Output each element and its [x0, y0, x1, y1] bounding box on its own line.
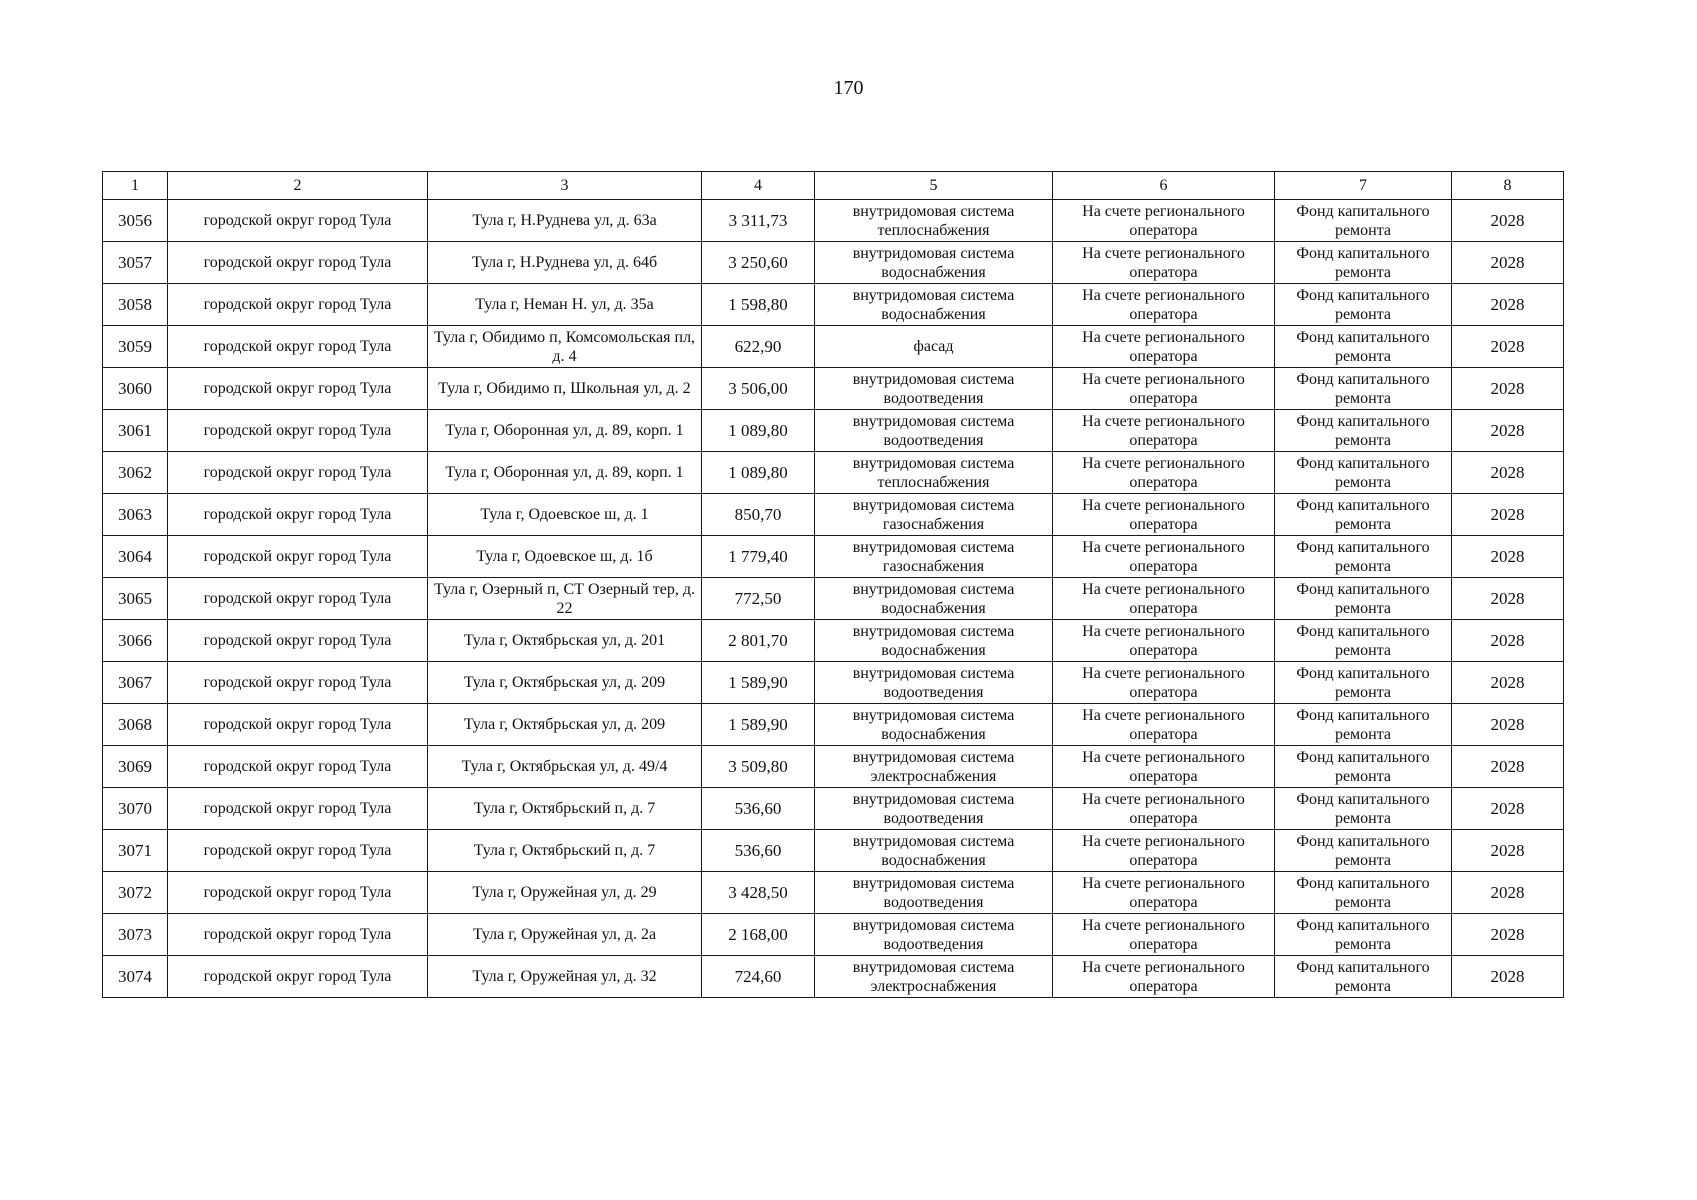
table-row [103, 410, 1564, 452]
cell-work-type: внутридомовая система водоснабжения [815, 620, 1053, 662]
header-cell-8: 8 [1452, 172, 1564, 200]
header-cell-3: 3 [428, 172, 702, 200]
cell-fund-method: На счете регионального оператора [1053, 620, 1275, 662]
cell-fund-method: На счете регионального оператора [1053, 746, 1275, 788]
cell-area: 536,60 [702, 788, 815, 830]
cell-id: 3073 [103, 914, 168, 956]
cell-address: Тула г, Оружейная ул, д. 2а [428, 914, 702, 956]
cell-area: 3 428,50 [702, 872, 815, 914]
cell-funding-source: Фонд капитального ремонта [1275, 788, 1452, 830]
cell-year: 2028 [1452, 662, 1564, 704]
cell-funding-source: Фонд капитального ремонта [1275, 872, 1452, 914]
cell-fund-method: На счете регионального оператора [1053, 914, 1275, 956]
cell-municipality: городской округ город Тула [168, 410, 428, 452]
cell-funding-source: Фонд капитального ремонта [1275, 326, 1452, 368]
cell-id: 3058 [103, 284, 168, 326]
cell-funding-source: Фонд капитального ремонта [1275, 242, 1452, 284]
cell-municipality: городской округ город Тула [168, 620, 428, 662]
cell-id: 3056 [103, 200, 168, 242]
cell-id: 3059 [103, 326, 168, 368]
cell-fund-method: На счете регионального оператора [1053, 452, 1275, 494]
header-row [103, 172, 1564, 200]
cell-year: 2028 [1452, 536, 1564, 578]
cell-fund-method: На счете регионального оператора [1053, 494, 1275, 536]
cell-area: 2 801,70 [702, 620, 815, 662]
cell-address: Тула г, Одоевское ш, д. 1б [428, 536, 702, 578]
cell-work-type: внутридомовая система теплоснабжения [815, 452, 1053, 494]
cell-funding-source: Фонд капитального ремонта [1275, 662, 1452, 704]
cell-fund-method: На счете регионального оператора [1053, 410, 1275, 452]
cell-address: Тула г, Неман Н. ул, д. 35а [428, 284, 702, 326]
cell-work-type: внутридомовая система водоснабжения [815, 830, 1053, 872]
cell-work-type: внутридомовая система водоотведения [815, 788, 1053, 830]
cell-area: 1 089,80 [702, 410, 815, 452]
cell-area: 2 168,00 [702, 914, 815, 956]
cell-work-type: внутридомовая система водоотведения [815, 410, 1053, 452]
cell-municipality: городской округ город Тула [168, 578, 428, 620]
cell-year: 2028 [1452, 956, 1564, 998]
cell-work-type: внутридомовая система газоснабжения [815, 536, 1053, 578]
cell-id: 3074 [103, 956, 168, 998]
page-number: 170 [833, 77, 864, 99]
table-row [103, 368, 1564, 410]
cell-address: Тула г, Оборонная ул, д. 89, корп. 1 [428, 410, 702, 452]
cell-address: Тула г, Оружейная ул, д. 29 [428, 872, 702, 914]
cell-area: 772,50 [702, 578, 815, 620]
cell-work-type: фасад [815, 326, 1053, 368]
cell-municipality: городской округ город Тула [168, 956, 428, 998]
cell-address: Тула г, Октябрьская ул, д. 201 [428, 620, 702, 662]
cell-work-type: внутридомовая система водоснабжения [815, 578, 1053, 620]
cell-fund-method: На счете регионального оператора [1053, 956, 1275, 998]
cell-funding-source: Фонд капитального ремонта [1275, 536, 1452, 578]
cell-municipality: городской округ город Тула [168, 368, 428, 410]
cell-fund-method: На счете регионального оператора [1053, 872, 1275, 914]
capital-repair-table [102, 171, 1564, 998]
cell-id: 3069 [103, 746, 168, 788]
cell-funding-source: Фонд капитального ремонта [1275, 368, 1452, 410]
table-body [103, 200, 1564, 998]
cell-year: 2028 [1452, 620, 1564, 662]
cell-id: 3066 [103, 620, 168, 662]
cell-work-type: внутридомовая система водоотведения [815, 368, 1053, 410]
cell-id: 3072 [103, 872, 168, 914]
cell-funding-source: Фонд капитального ремонта [1275, 914, 1452, 956]
cell-id: 3062 [103, 452, 168, 494]
cell-address: Тула г, Октябрьская ул, д. 209 [428, 704, 702, 746]
table-row [103, 956, 1564, 998]
cell-year: 2028 [1452, 788, 1564, 830]
cell-funding-source: Фонд капитального ремонта [1275, 704, 1452, 746]
cell-municipality: городской округ город Тула [168, 788, 428, 830]
table-row [103, 578, 1564, 620]
table-row [103, 242, 1564, 284]
cell-address: Тула г, Обидимо п, Комсомольская пл, д. 4 [428, 326, 702, 368]
cell-funding-source: Фонд капитального ремонта [1275, 830, 1452, 872]
cell-address: Тула г, Одоевское ш, д. 1 [428, 494, 702, 536]
cell-year: 2028 [1452, 872, 1564, 914]
header-cell-5: 5 [815, 172, 1053, 200]
cell-municipality: городской округ город Тула [168, 914, 428, 956]
cell-area: 3 250,60 [702, 242, 815, 284]
header-cell-2: 2 [168, 172, 428, 200]
cell-work-type: внутридомовая система электроснабжения [815, 956, 1053, 998]
cell-id: 3057 [103, 242, 168, 284]
cell-year: 2028 [1452, 830, 1564, 872]
cell-id: 3061 [103, 410, 168, 452]
cell-work-type: внутридомовая система водоотведения [815, 914, 1053, 956]
cell-address: Тула г, Н.Руднева ул, д. 64б [428, 242, 702, 284]
cell-address: Тула г, Октябрьский п, д. 7 [428, 830, 702, 872]
cell-year: 2028 [1452, 578, 1564, 620]
table-row [103, 704, 1564, 746]
cell-fund-method: На счете регионального оператора [1053, 662, 1275, 704]
cell-funding-source: Фонд капитального ремонта [1275, 746, 1452, 788]
cell-fund-method: На счете регионального оператора [1053, 326, 1275, 368]
cell-area: 622,90 [702, 326, 815, 368]
cell-funding-source: Фонд капитального ремонта [1275, 956, 1452, 998]
table-row [103, 746, 1564, 788]
cell-work-type: внутридомовая система водоснабжения [815, 284, 1053, 326]
cell-id: 3071 [103, 830, 168, 872]
cell-municipality: городской округ город Тула [168, 326, 428, 368]
cell-year: 2028 [1452, 494, 1564, 536]
cell-municipality: городской округ город Тула [168, 830, 428, 872]
cell-id: 3070 [103, 788, 168, 830]
cell-year: 2028 [1452, 326, 1564, 368]
cell-fund-method: На счете регионального оператора [1053, 242, 1275, 284]
table-row [103, 788, 1564, 830]
cell-fund-method: На счете регионального оператора [1053, 200, 1275, 242]
header-cell-6: 6 [1053, 172, 1275, 200]
table-row [103, 494, 1564, 536]
cell-year: 2028 [1452, 242, 1564, 284]
cell-fund-method: На счете регионального оператора [1053, 704, 1275, 746]
cell-funding-source: Фонд капитального ремонта [1275, 284, 1452, 326]
cell-id: 3060 [103, 368, 168, 410]
cell-municipality: городской округ город Тула [168, 536, 428, 578]
cell-address: Тула г, Оружейная ул, д. 32 [428, 956, 702, 998]
cell-area: 724,60 [702, 956, 815, 998]
header-cell-7: 7 [1275, 172, 1452, 200]
cell-address: Тула г, Озерный п, СТ Озерный тер, д. 22 [428, 578, 702, 620]
cell-year: 2028 [1452, 200, 1564, 242]
cell-fund-method: На счете регионального оператора [1053, 536, 1275, 578]
cell-municipality: городской округ город Тула [168, 200, 428, 242]
table-row [103, 620, 1564, 662]
cell-work-type: внутридомовая система водоотведения [815, 662, 1053, 704]
cell-year: 2028 [1452, 368, 1564, 410]
table-header [103, 172, 1564, 200]
cell-address: Тула г, Оборонная ул, д. 89, корп. 1 [428, 452, 702, 494]
cell-fund-method: На счете регионального оператора [1053, 368, 1275, 410]
cell-municipality: городской округ город Тула [168, 872, 428, 914]
cell-area: 536,60 [702, 830, 815, 872]
cell-id: 3065 [103, 578, 168, 620]
cell-work-type: внутридомовая система водоснабжения [815, 704, 1053, 746]
cell-municipality: городской округ город Тула [168, 704, 428, 746]
header-cell-1: 1 [103, 172, 168, 200]
table-row [103, 914, 1564, 956]
cell-address: Тула г, Октябрьский п, д. 7 [428, 788, 702, 830]
cell-work-type: внутридомовая система газоснабжения [815, 494, 1053, 536]
cell-funding-source: Фонд капитального ремонта [1275, 620, 1452, 662]
cell-address: Тула г, Н.Руднева ул, д. 63а [428, 200, 702, 242]
table-row [103, 284, 1564, 326]
cell-area: 1 598,80 [702, 284, 815, 326]
table-row [103, 662, 1564, 704]
cell-id: 3063 [103, 494, 168, 536]
header-cell-4: 4 [702, 172, 815, 200]
cell-fund-method: На счете регионального оператора [1053, 830, 1275, 872]
cell-area: 3 311,73 [702, 200, 815, 242]
cell-year: 2028 [1452, 746, 1564, 788]
table-row [103, 830, 1564, 872]
table-row [103, 872, 1564, 914]
cell-address: Тула г, Обидимо п, Школьная ул, д. 2 [428, 368, 702, 410]
cell-municipality: городской округ город Тула [168, 452, 428, 494]
cell-municipality: городской округ город Тула [168, 284, 428, 326]
cell-funding-source: Фонд капитального ремонта [1275, 494, 1452, 536]
cell-year: 2028 [1452, 914, 1564, 956]
cell-id: 3064 [103, 536, 168, 578]
cell-year: 2028 [1452, 410, 1564, 452]
table-row [103, 452, 1564, 494]
cell-fund-method: На счете регионального оператора [1053, 578, 1275, 620]
cell-area: 850,70 [702, 494, 815, 536]
cell-address: Тула г, Октябрьская ул, д. 49/4 [428, 746, 702, 788]
cell-address: Тула г, Октябрьская ул, д. 209 [428, 662, 702, 704]
cell-fund-method: На счете регионального оператора [1053, 788, 1275, 830]
cell-work-type: внутридомовая система теплоснабжения [815, 200, 1053, 242]
cell-work-type: внутридомовая система водоотведения [815, 872, 1053, 914]
cell-area: 1 089,80 [702, 452, 815, 494]
cell-year: 2028 [1452, 284, 1564, 326]
cell-area: 1 779,40 [702, 536, 815, 578]
cell-id: 3067 [103, 662, 168, 704]
cell-municipality: городской округ город Тула [168, 242, 428, 284]
table-row [103, 536, 1564, 578]
cell-funding-source: Фонд капитального ремонта [1275, 410, 1452, 452]
cell-municipality: городской округ город Тула [168, 662, 428, 704]
cell-funding-source: Фонд капитального ремонта [1275, 200, 1452, 242]
cell-fund-method: На счете регионального оператора [1053, 284, 1275, 326]
table-row [103, 326, 1564, 368]
cell-funding-source: Фонд капитального ремонта [1275, 452, 1452, 494]
cell-work-type: внутридомовая система электроснабжения [815, 746, 1053, 788]
table-row [103, 200, 1564, 242]
cell-year: 2028 [1452, 704, 1564, 746]
cell-funding-source: Фонд капитального ремонта [1275, 578, 1452, 620]
cell-municipality: городской округ город Тула [168, 494, 428, 536]
cell-year: 2028 [1452, 452, 1564, 494]
cell-area: 3 509,80 [702, 746, 815, 788]
cell-work-type: внутридомовая система водоснабжения [815, 242, 1053, 284]
cell-area: 1 589,90 [702, 704, 815, 746]
cell-area: 3 506,00 [702, 368, 815, 410]
cell-area: 1 589,90 [702, 662, 815, 704]
cell-id: 3068 [103, 704, 168, 746]
cell-municipality: городской округ город Тула [168, 746, 428, 788]
